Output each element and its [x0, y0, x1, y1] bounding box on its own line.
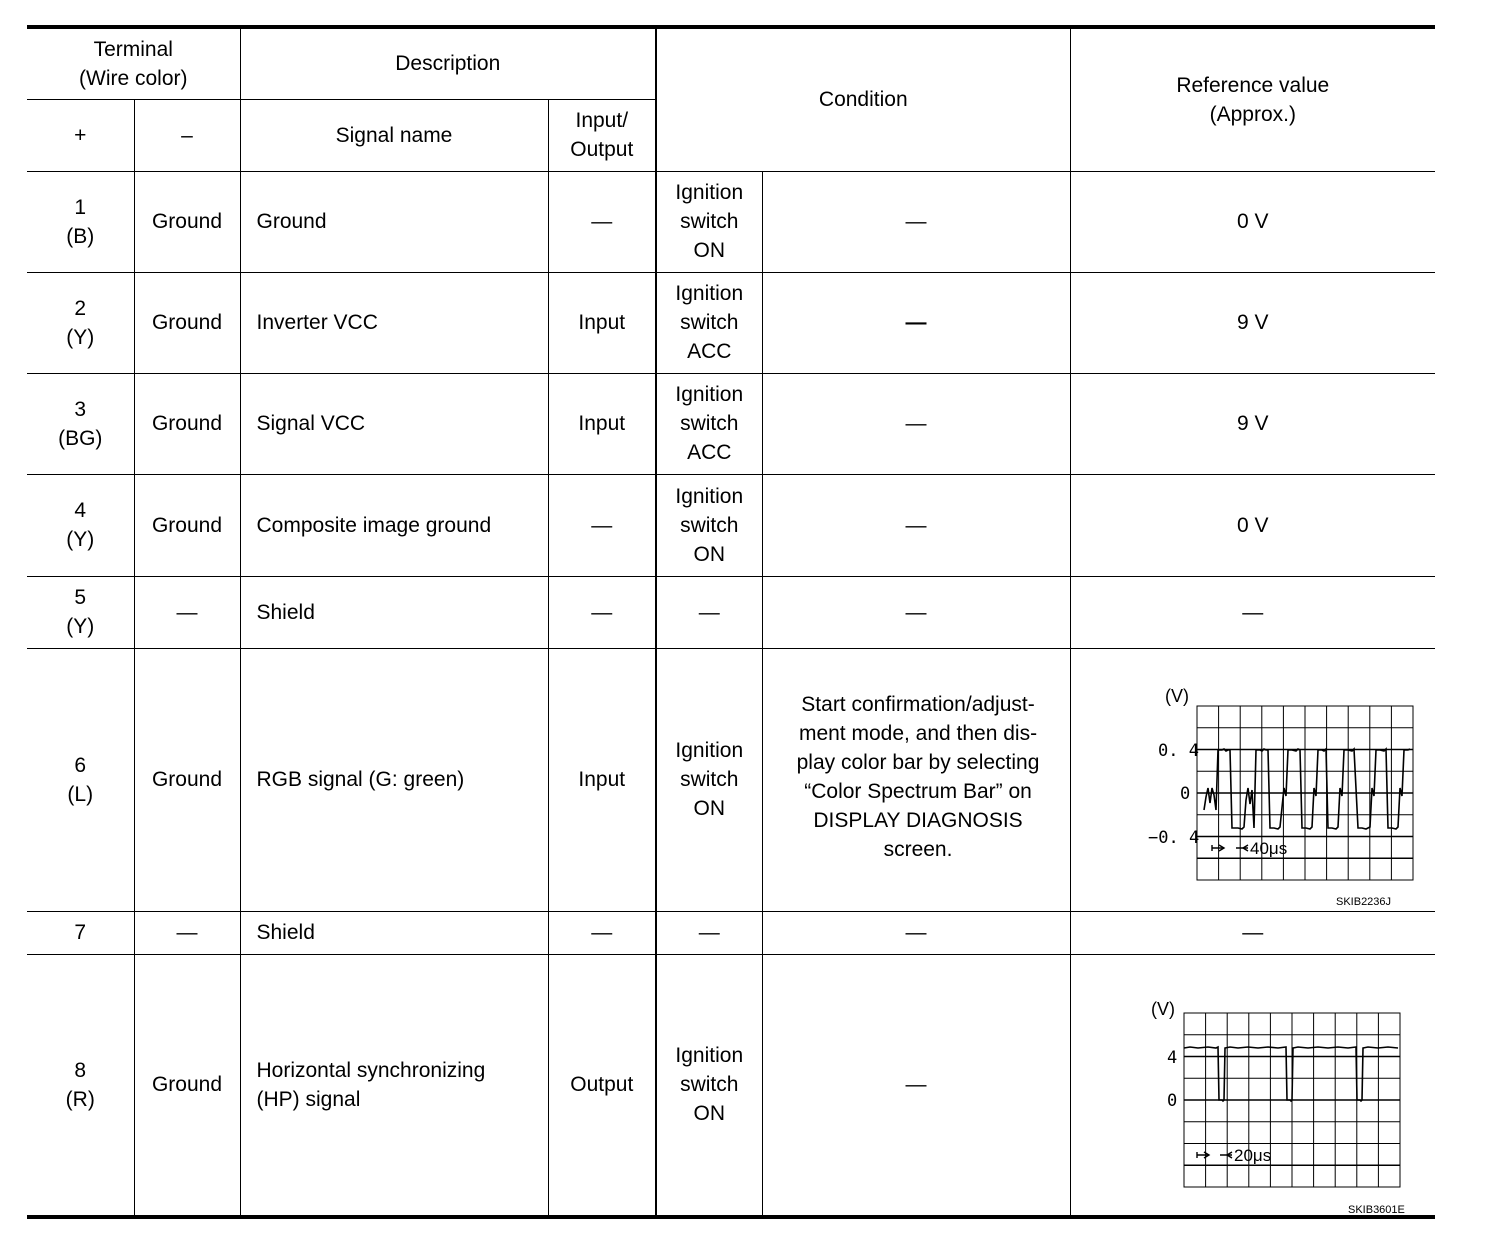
- wave-signal: [1184, 1047, 1398, 1101]
- wave-ytick-bottom: −0. 4: [1147, 827, 1199, 848]
- table-row: [27, 474, 1435, 576]
- wave-unit-label: (V): [1164, 685, 1189, 706]
- condition-cell: —: [762, 171, 1070, 272]
- io-cell: Input: [548, 272, 656, 373]
- header-reference-value: Reference value (Approx.): [1070, 27, 1435, 171]
- terminal-cell: 1 (B): [27, 171, 134, 272]
- minus-cell: —: [134, 911, 240, 954]
- signal-cell: Signal VCC: [240, 373, 548, 474]
- value-cell: —: [1070, 576, 1435, 648]
- condition-cell: —: [762, 272, 1070, 373]
- wave-ytick-top: 0. 4: [1157, 740, 1199, 761]
- value-cell: 0 V: [1070, 171, 1435, 272]
- minus-cell: Ground: [134, 272, 240, 373]
- value-cell: 9 V: [1070, 272, 1435, 373]
- wave-time-marker: [1212, 845, 1248, 851]
- ignition-cell: Ignition switch ON: [656, 474, 762, 576]
- ignition-cell: —: [656, 911, 762, 954]
- wave-unit-label: (V): [1150, 998, 1175, 1019]
- io-cell: Input: [548, 373, 656, 474]
- ignition-cell: Ignition switch ON: [656, 648, 762, 911]
- header-terminal: Terminal (Wire color): [27, 27, 240, 99]
- condition-cell: —: [762, 911, 1070, 954]
- table-row: [27, 272, 1435, 373]
- wave-figure-code: SKIB3601E: [1347, 1203, 1405, 1216]
- signal-cell: Shield: [240, 576, 548, 648]
- minus-cell: Ground: [134, 954, 240, 1217]
- wave-ytick-mid: 0: [1166, 1090, 1178, 1111]
- terminal-reference-table: [27, 25, 1435, 1219]
- ignition-cell: Ignition switch ACC: [656, 373, 762, 474]
- rgb-waveform: [1071, 670, 1436, 908]
- wave-ytick-top: 4: [1166, 1047, 1178, 1068]
- value-cell: [1070, 954, 1435, 1217]
- io-cell: —: [548, 576, 656, 648]
- signal-cell: Composite image ground: [240, 474, 548, 576]
- io-cell: —: [548, 911, 656, 954]
- header-condition: Condition: [656, 27, 1070, 171]
- io-cell: Input: [548, 648, 656, 911]
- wave-signal: [1204, 749, 1410, 829]
- table-row: [27, 911, 1435, 954]
- terminal-cell: 7: [27, 911, 134, 954]
- signal-cell: RGB signal (G: green): [240, 648, 548, 911]
- io-cell: —: [548, 474, 656, 576]
- wave-time-label: 20μs: [1233, 1145, 1271, 1165]
- condition-cell: —: [762, 373, 1070, 474]
- signal-cell: Shield: [240, 911, 548, 954]
- minus-cell: Ground: [134, 648, 240, 911]
- minus-cell: —: [134, 576, 240, 648]
- signal-cell: Ground: [240, 171, 548, 272]
- table-row: [27, 171, 1435, 272]
- header-signal-name: Signal name: [240, 99, 548, 171]
- ignition-cell: Ignition switch ACC: [656, 272, 762, 373]
- wave-figure-code: SKIB2236J: [1335, 895, 1391, 908]
- terminal-cell: 2 (Y): [27, 272, 134, 373]
- header-minus: –: [134, 99, 240, 171]
- header-description: Description: [240, 27, 656, 99]
- ignition-cell: Ignition switch ON: [656, 171, 762, 272]
- condition-cell: —: [762, 474, 1070, 576]
- table-row: [27, 373, 1435, 474]
- terminal-cell: 4 (Y): [27, 474, 134, 576]
- value-cell: [1070, 648, 1435, 911]
- table-row: [27, 954, 1435, 1217]
- condition-cell: —: [762, 576, 1070, 648]
- table-row: [27, 576, 1435, 648]
- terminal-cell: 6 (L): [27, 648, 134, 911]
- ignition-cell: —: [656, 576, 762, 648]
- header-plus: +: [27, 99, 134, 171]
- ignition-cell: Ignition switch ON: [656, 954, 762, 1217]
- value-cell: 9 V: [1070, 373, 1435, 474]
- minus-cell: Ground: [134, 474, 240, 576]
- terminal-cell: 3 (BG): [27, 373, 134, 474]
- terminal-cell: 5 (Y): [27, 576, 134, 648]
- io-cell: —: [548, 171, 656, 272]
- value-cell: —: [1070, 911, 1435, 954]
- wave-ytick-mid: 0: [1179, 783, 1191, 804]
- table-row: [27, 648, 1435, 911]
- condition-cell: Start confirmation/adjust- ment mode, and then dis- play color bar by selecting “Color Spectrum Bar” on DISPLAY DIAGNOSIS screen.: [762, 648, 1070, 911]
- header-input-output: Input/ Output: [548, 99, 656, 171]
- signal-cell: Inverter VCC: [240, 272, 548, 373]
- condition-cell: —: [762, 954, 1070, 1217]
- minus-cell: Ground: [134, 373, 240, 474]
- signal-cell: Horizontal synchronizing (HP) signal: [240, 954, 548, 1217]
- value-cell: 0 V: [1070, 474, 1435, 576]
- wave-time-label: 40μs: [1249, 838, 1287, 858]
- header-row: [27, 27, 1435, 99]
- terminal-cell: 8 (R): [27, 954, 134, 1217]
- minus-cell: Ground: [134, 171, 240, 272]
- hp-waveform: [1071, 975, 1436, 1216]
- io-cell: Output: [548, 954, 656, 1217]
